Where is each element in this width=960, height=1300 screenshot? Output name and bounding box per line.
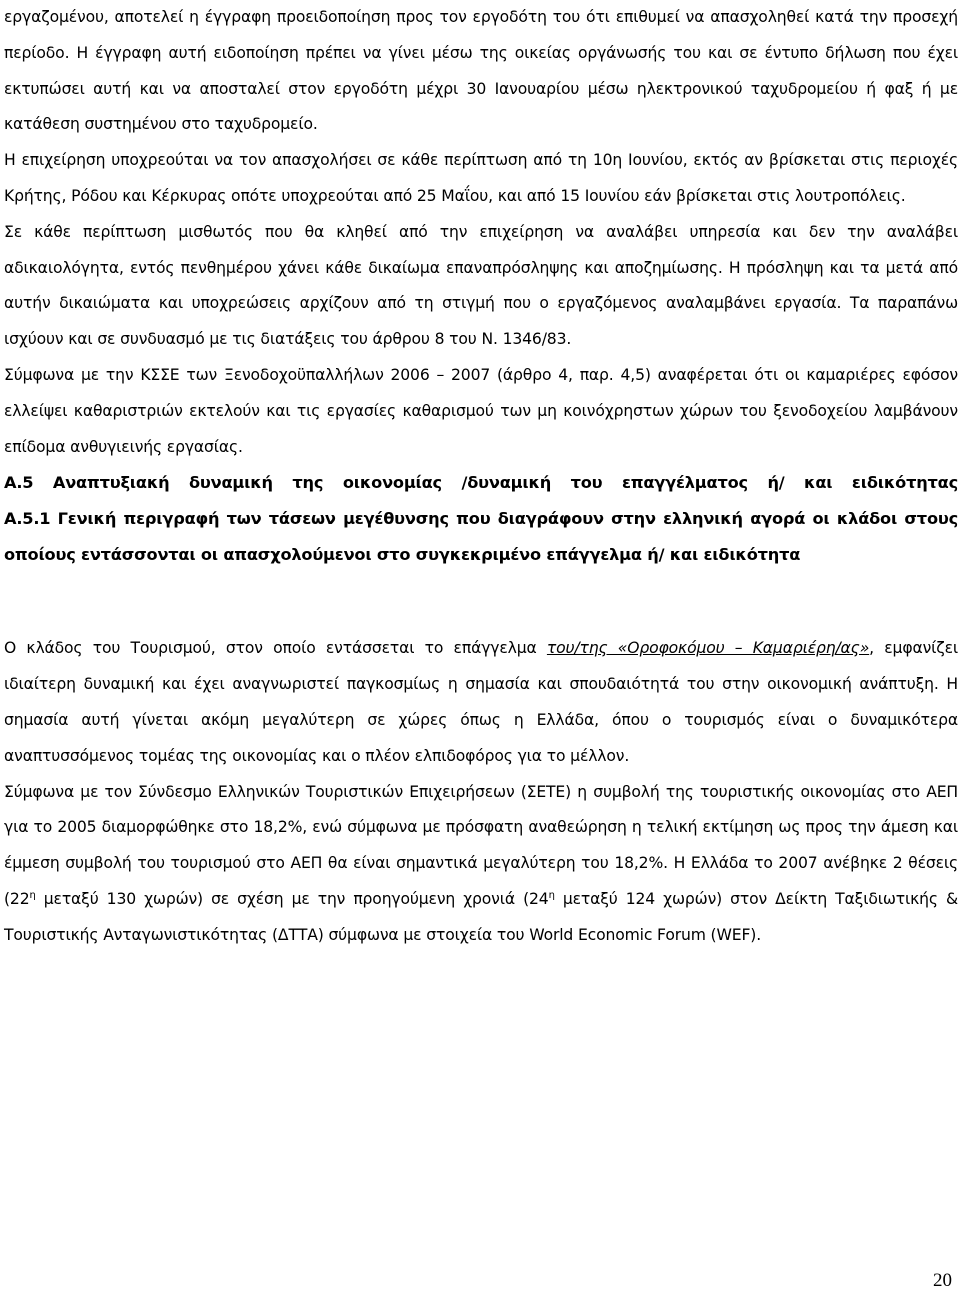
section-heading-a51: Α.5.1 Γενική περιγραφή των τάσεων μεγέθυνσης που διαγράφουν στην ελληνική αγορά οι κλάδοι στους οποίους εντάσσονται οι απασχολούμενοι στο συγκεκριμένο επάγγελμα ή/ και ειδικότητα: [4, 509, 958, 565]
paragraph-rehire-rights: Σε κάθε περίπτωση μισθωτός που θα κληθεί από την επιχείρηση να αναλάβει υπηρεσία και δεν την αναλάβει αδικαιολόγητα, εντός πενθημέρου χάνει κάθε δικαίωμα επαναπρόσληψης και αποζημίωσης. Η πρόσληψη και τα μετά από αυτήν δικαιώματα και υποχρεώσεις αρχίζουν από τη στιγμή που ο εργαζόμενος αναλαμβάνει εργασία. Τα παραπάνω ισχύουν και σε συνδυασμό με τις διατάξεις του άρθρου 8 του Ν. 1346/83.: [4, 222, 958, 349]
section-heading-a5: Α.5 Αναπτυξιακή δυναμική της οικονομίας /δυναμική του επαγγέλματος ή/ και ειδικότητας: [4, 473, 958, 493]
paragraph-sete-text-a: Σύμφωνα με τον Σύνδεσμο Ελληνικών Τουριστικών Επιχειρήσεων (ΣΕΤΕ) η συμβολή της τουριστικής οικονομίας στο ΑΕΠ για το 2005 διαμορφώθηκε στο 18,2%, ενώ σύμφωνα με πρόσφατη αναθεώρηση η τελική εκτίμηση ως προς την άμεση και έμμεση συμβολή του τουρισμού στο ΑΕΠ θα είναι σημαντικά μεγαλύτερη του 18,2%. Η Ελλάδα το 2007 ανέβηκε 2 θέσεις (22: [4, 782, 958, 908]
page-content: [4, 0, 958, 954]
paragraph-tourism-text-start: Ο κλάδος του Τουρισμού, στον οποίο εντάσσεται το επάγγελμα: [4, 639, 547, 658]
paragraph-notification: εργαζομένου, αποτελεί η έγγραφη προειδοποίηση προς τον εργοδότη του ότι επιθυμεί να απασχοληθεί κατά την προσεχή περίοδο. Η έγγραφη αυτή ειδοποίηση πρέπει να γίνει μέσω της οικείας οργάνωσής του και σε έντυπο δήλωση που έχει εκτυπώσει αυτή και να αποσταλεί στον εργοδότη μέχρι 30 Ιανουαρίου μέσω ηλεκτρονικού ταχυδρομείου ή φαξ ή με κατάθεση συστημένου στο ταχυδρομείο.: [4, 8, 958, 134]
paragraph-tourism-sector: [4, 631, 958, 774]
paragraph-employment-start: Η επιχείρηση υποχρεούται να τον απασχολήσει σε κάθε περίπτωση από τη 10η Ιουνίου, εκτός αν βρίσκεται στις περιοχές Κρήτης, Ρόδου και Κέρκυρας οπότε υποχρεούται από 25 Μαΐου, και από 15 Ιουνίου εάν βρίσκεται στις λουτροπόλεις.: [4, 151, 958, 205]
paragraph-kssE-allowance: Σύμφωνα με την ΚΣΣΕ των Ξενοδοχοϋπαλλήλων 2006 – 2007 (άρθρο 4, παρ. 4,5) αναφέρεται ότι οι καμαριέρες εφόσον ελλείψει καθαριστριών εκτελούν και τις εργασίες καθαρισμού των μη κοινόχρηστων χώρων του ξενοδοχείου λαμβάνουν επίδομα ανθυγιεινής εργασίας.: [4, 365, 958, 456]
paragraph-sete-text-c: μεταξύ 124 χωρών) στον Δείκτη Ταξιδιωτικής & Τουριστικής Ανταγωνιστικότητας (ΔΤΤΑ) σύμφωνα με στοιχεία του World Economic Forum (WEF).: [4, 889, 958, 944]
paragraph-sete-gdp: [4, 775, 958, 954]
occupation-title: του/της «Οροφοκόμου – Καμαριέρη/ας»: [546, 639, 870, 658]
paragraph-tourism-text-end: , εμφανίζει ιδιαίτερη δυναμική και έχει αναγνωριστεί παγκοσμίως η σημασία και σπουδαιότητά του στην οικονομική ανάπτυξη. Η σημασία αυτή γίνεται ακόμη μεγαλύτερη σε χώρες όπως η Ελλάδα, όπου ο τουρισμός είναι ο δυναμικότερα αναπτυσσόμενος τομέας της οικονομίας και ο πλέον ελπιδοφόρος για το μέλλον.: [4, 639, 959, 765]
ordinal-superscript: η: [548, 889, 555, 901]
paragraph-sete-text-b: μεταξύ 130 χωρών) σε σχέση με την προηγούμενη χρονιά (24: [35, 889, 549, 908]
page-number: 20: [933, 1270, 952, 1291]
ordinal-superscript: η: [29, 889, 36, 901]
